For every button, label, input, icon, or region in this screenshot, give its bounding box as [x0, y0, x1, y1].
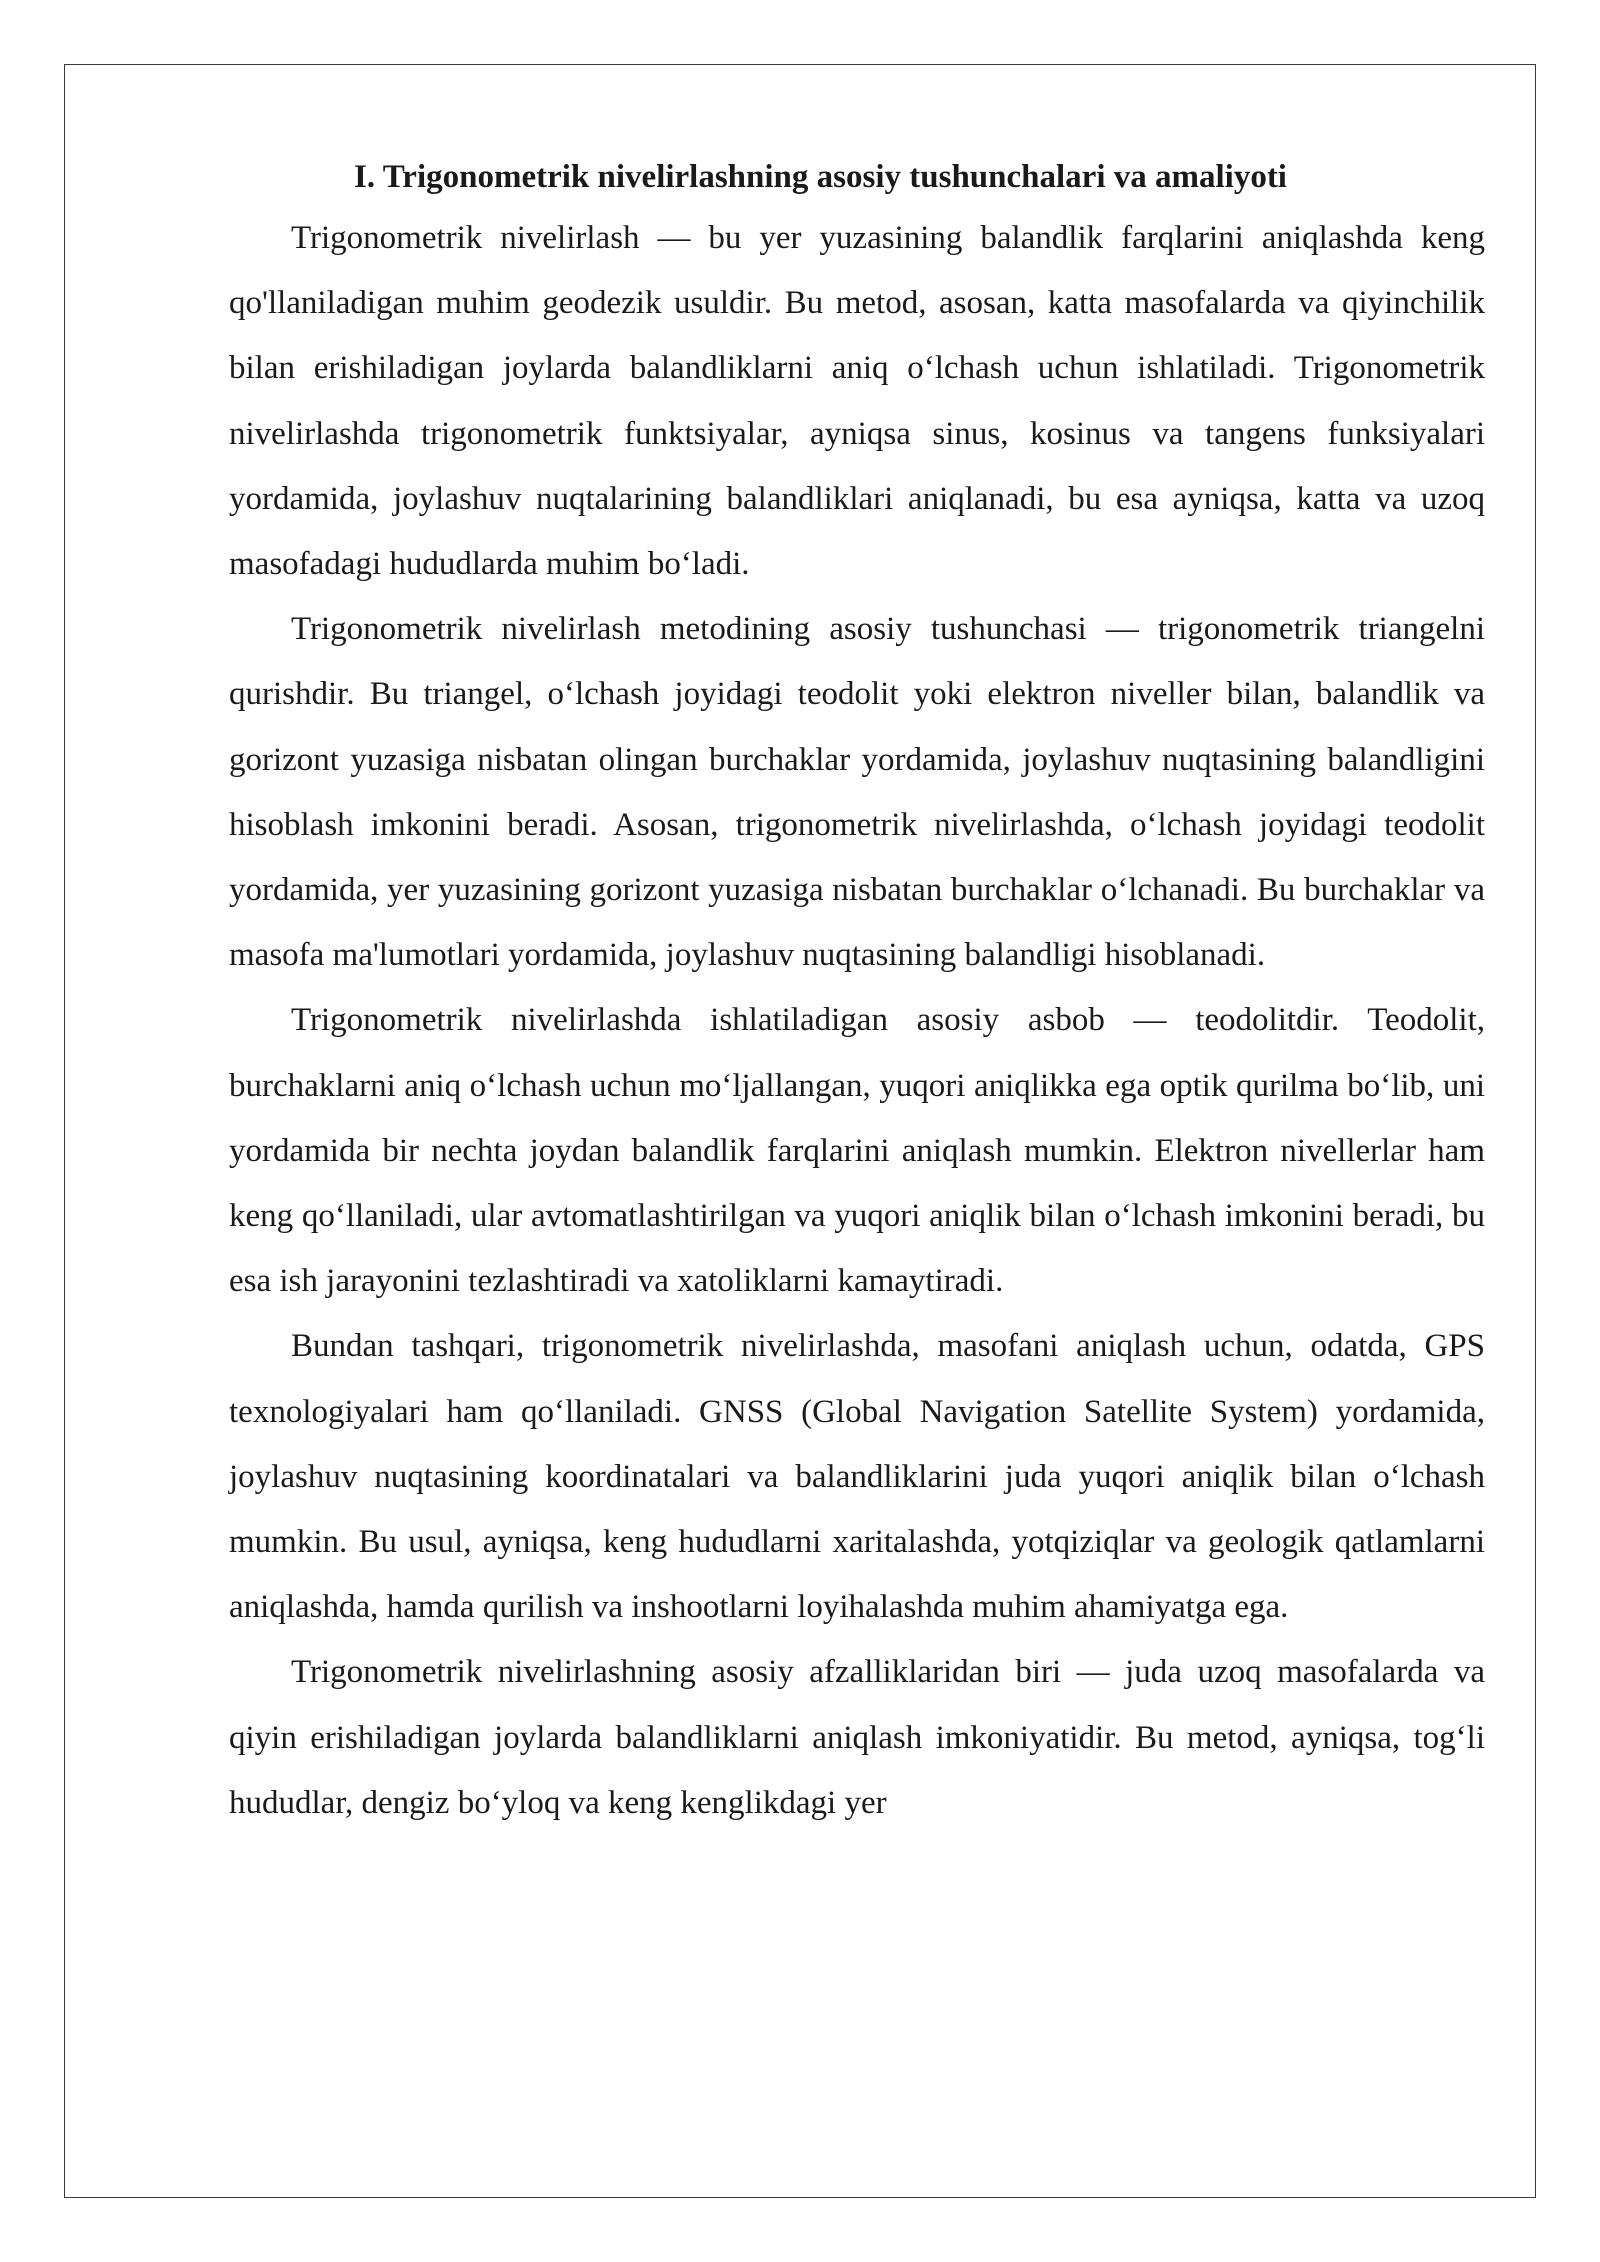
paragraph-1: Trigonometrik nivelirlash — bu yer yuzasining balandlik farqlarini aniqlashda keng qo'llaniladigan muhim geodezik usuldir. Bu metod, asosan, katta masofalarda va qiyinchilik bilan erishiladigan joylarda balandliklarni aniq o‘lchash uchun ishlatiladi. Trigonometrik nivelirlashda trigonometrik funktsiyalar, ayniqsa sinus, kosinus va tangens funksiyalari yordamida, joylashuv nuqtalarining balandliklari aniqlanadi, bu esa ayniqsa, katta va uzoq masofadagi hududlarda muhim bo‘ladi. [229, 220, 1485, 583]
paragraph-5: Trigonometrik nivelirlashning asosiy afzalliklaridan biri — juda uzoq masofalarda va qiyin erishiladigan joylarda balandliklarni aniqlash imkoniyatidir. Bu metod, ayniqsa, tog‘li hududlar, dengiz bo‘yloq va keng kenglikdagi yer [229, 1654, 1485, 1821]
document-title: I. Trigonometrik nivelirlashning asosiy tushunchalari va amaliyoti [354, 159, 1287, 195]
document-body [229, 148, 1485, 1836]
paragraph-2: Trigonometrik nivelirlash metodining asosiy tushunchasi — trigonometrik triangelni qurishdir. Bu triangel, o‘lchash joyidagi teodolit yoki elektron niveller bilan, balandlik va gorizont yuzasiga nisbatan olingan burchaklar yordamida, joylashuv nuqtasining balandligini hisoblash imkonini beradi. Asosan, trigonometrik nivelirlashda, o‘lchash joyidagi teodolit yordamida, yer yuzasining gorizont yuzasiga nisbatan burchaklar o‘lchanadi. Bu burchaklar va masofa ma'lumotlari yordamida, joylashuv nuqtasining balandligi hisoblanadi. [229, 611, 1485, 974]
paragraph-4: Bundan tashqari, trigonometrik nivelirlashda, masofani aniqlash uchun, odatda, GPS texnologiyalari ham qo‘llaniladi. GNSS (Global Navigation Satellite System) yordamida, joylashuv nuqtasining koordinatalari va balandliklarini juda yuqori aniqlik bilan o‘lchash mumkin. Bu usul, ayniqsa, keng hududlarni xaritalashda, yotqiziqlar va geologik qatlamlarni aniqlashda, hamda qurilish va inshootlarni loyihalashda muhim ahamiyatga ega. [229, 1328, 1485, 1626]
paragraph-3: Trigonometrik nivelirlashda ishlatiladigan asosiy asbob — teodolitdir. Teodolit, burchaklarni aniq o‘lchash uchun mo‘ljallangan, yuqori aniqlikka ega optik qurilma bo‘lib, uni yordamida bir nechta joydan balandlik farqlarini aniqlash mumkin. Elektron nivellerlar ham keng qo‘llaniladi, ular avtomatlashtirilgan va yuqori aniqlik bilan o‘lchash imkonini beradi, bu esa ish jarayonini tezlashtiradi va xatoliklarni kamaytiradi. [229, 1002, 1485, 1300]
